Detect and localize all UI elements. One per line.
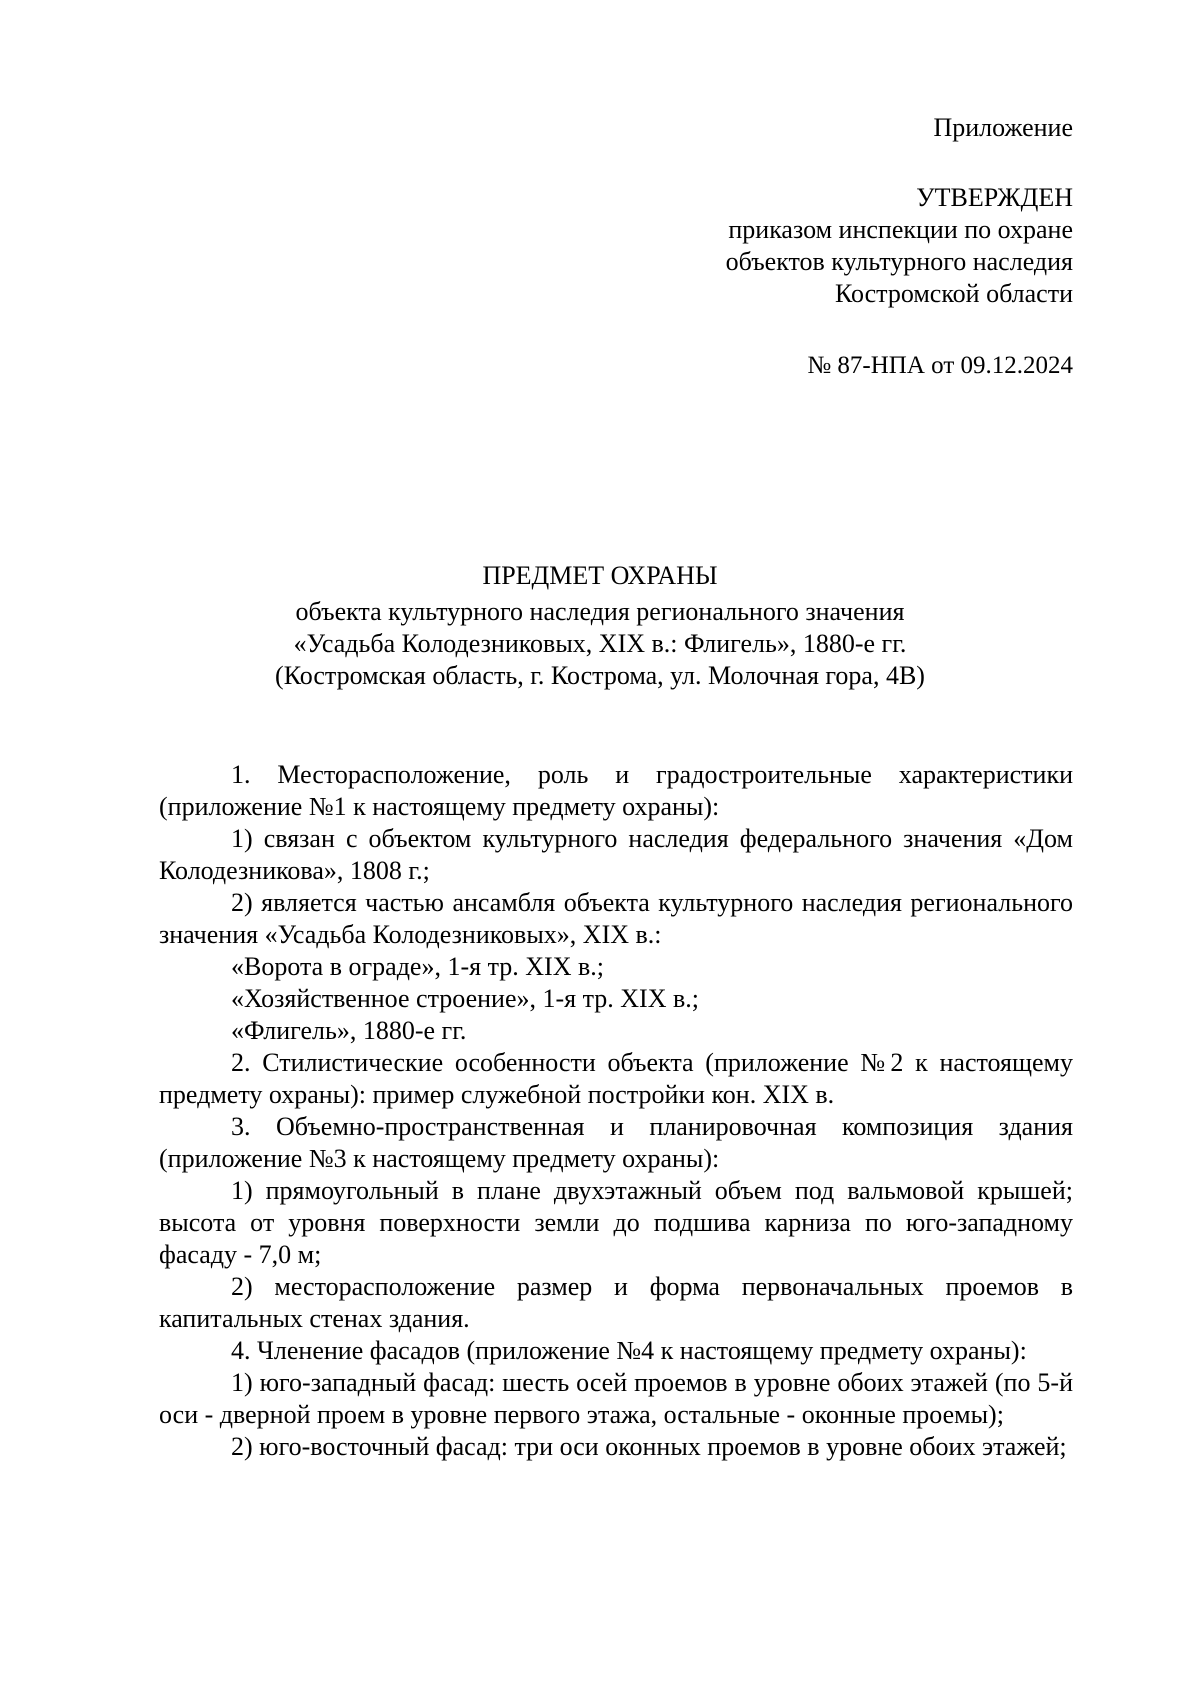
section-1-heading: 1. Месторасположение, роль и градостроительные характеристики (приложение №1 к настоящему предмету охраны): [159, 760, 1073, 821]
appendix-label: Приложение [933, 113, 1073, 142]
approval-line: приказом инспекции по охране [728, 215, 1073, 244]
order-number: № 87-НПА от 09.12.2024 [807, 352, 1073, 379]
document-body [159, 759, 1073, 1463]
section-1-item-1: 1) связан с объектом культурного наследия федерального значения «Дом Колодезникова», 1808 г.; [159, 824, 1073, 885]
section-4-heading: 4. Членение фасадов (приложение №4 к настоящему предмету охраны): [231, 1336, 1027, 1365]
document-subtitle-line: «Усадьба Колодезниковых, XIX в.: Флигель», 1880-е гг. [293, 629, 907, 658]
document-title: ПРЕДМЕТ ОХРАНЫ [482, 561, 718, 590]
ensemble-item: «Хозяйственное строение», 1-я тр. XIX в.; [231, 984, 699, 1013]
approval-line: объектов культурного наследия [725, 247, 1073, 276]
approval-line: Костромской области [834, 279, 1073, 308]
section-3-item-2: 2) месторасположение размер и форма первоначальных проемов в капитальных стенах здания. [159, 1272, 1073, 1333]
ensemble-item: «Ворота в ограде», 1-я тр. XIX в.; [231, 952, 604, 981]
section-2: 2. Стилистические особенности объекта (приложение №2 к настоящему предмету охраны): пример служебной постройки кон. XIX в. [159, 1048, 1073, 1109]
section-3-heading: 3. Объемно-пространственная и планировочная композиция здания (приложение №3 к настоящему предмету охраны): [159, 1112, 1073, 1173]
ensemble-item: «Флигель», 1880-е гг. [231, 1016, 467, 1045]
section-1-item-2: 2) является частью ансамбля объекта культурного наследия регионального значения «Усадьба Колодезниковых», XIX в.: [159, 888, 1073, 949]
document-subtitle-line: (Костромская область, г. Кострома, ул. Молочная гора, 4В) [275, 661, 925, 690]
section-4-item-1: 1) юго-западный фасад: шесть осей проемов в уровне обоих этажей (по 5-й оси - дверной проем в уровне первого этажа, остальные - оконные проемы); [159, 1368, 1073, 1429]
section-4-item-2: 2) юго-восточный фасад: три оси оконных проемов в уровне обоих этажей; [231, 1432, 1067, 1461]
document-subtitle-line: объекта культурного наследия регионального значения [295, 597, 905, 626]
document-title-block [0, 560, 1200, 692]
approval-block [726, 112, 1073, 382]
section-3-item-1: 1) прямоугольный в плане двухэтажный объем под вальмовой крышей; высота от уровня поверхности земли до подшива карниза по юго-западному фасаду - 7,0 м; [159, 1176, 1073, 1269]
approved-label: УТВЕРЖДЕН [916, 183, 1073, 212]
